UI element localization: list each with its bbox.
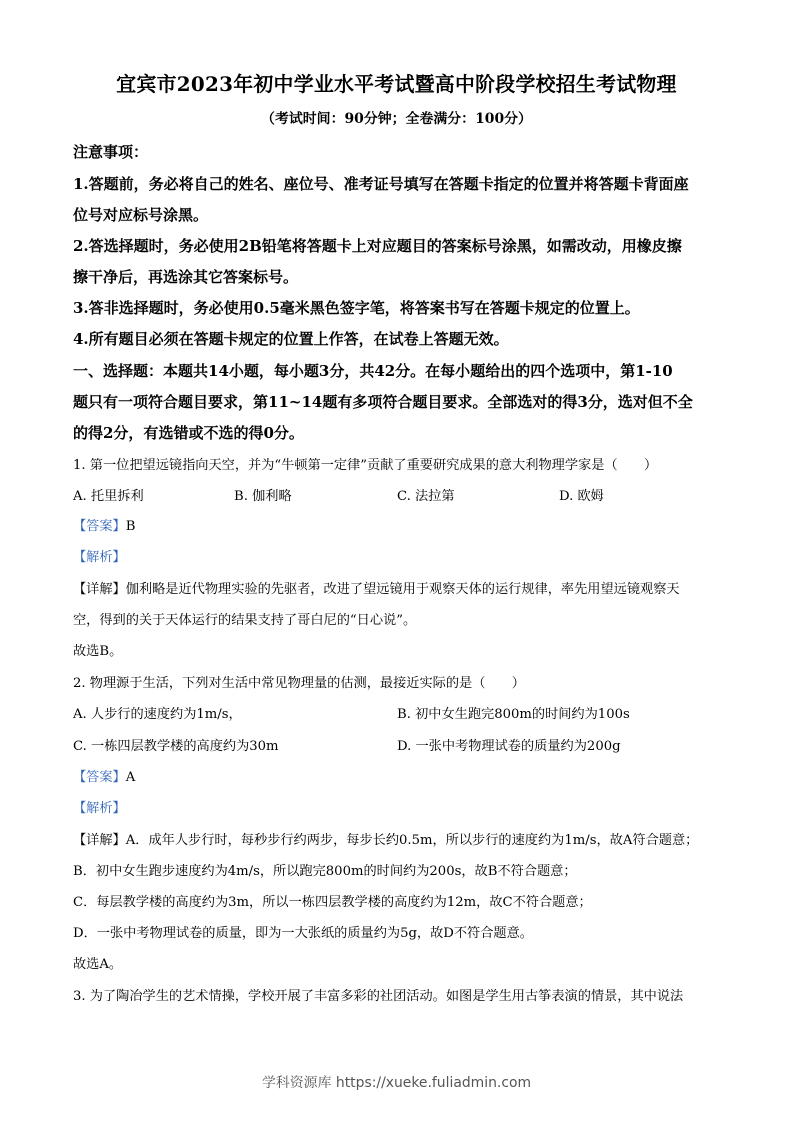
section-instruction-line: 题只有一项符合题目要求，第11~14题有多项符合题目要求。全部选对的得3分，选对但不全 [73, 393, 693, 411]
detail-tag: 【详解】 [73, 582, 126, 597]
q2-answer [73, 766, 135, 785]
q2-option-c: C. 一栋四层教学楼的高度约为30m [73, 739, 279, 754]
q2-conclusion: 故选A。 [73, 957, 123, 972]
q2-option-a: A. 人步行的速度约为1m/s， [73, 707, 242, 722]
answer-value: B [125, 519, 136, 534]
q1-option-c: C. 法拉第 [397, 489, 455, 504]
section-instruction-line: 一、选择题：本题共14小题，每小题3分，共42分。在每小题给出的四个选项中，第1-10 [73, 362, 673, 380]
answer-tag: 【答案】 [73, 770, 126, 785]
note-line: 4.所有题目必须在答题卡规定的位置上作答，在试卷上答题无效。 [73, 330, 509, 348]
note-line: 3.答非选择题时，务必使用0.5毫米黑色签字笔，将答案书写在答题卡规定的位置上。 [73, 299, 640, 317]
q1-conclusion: 故选B。 [73, 644, 123, 659]
exam-title: 宜宾市2023年初中学业水平考试暨高中阶段学校招生考试物理 [116, 72, 677, 96]
q2-option-b: B. 初中女生跑完800m的时间约为100s [397, 707, 630, 722]
q2-option-d: D. 一张中考物理试卷的质量约为200g [397, 739, 621, 754]
answer-tag: 【答案】 [73, 519, 126, 534]
notes-heading: 注意事项： [73, 143, 149, 161]
detail-text: 伽利略是近代物理实验的先驱者，改进了望远镜用于观察天体的运行规律，率先用望远镜观察天 [125, 582, 680, 597]
footer-watermark: 学科资源库 https://xueke.fuliadmin.com [261, 1075, 532, 1091]
note-line: 擦干净后，再选涂其它答案标号。 [73, 268, 299, 286]
q2-detail-line: C．每层教学楼的高度约为3m，所以一栋四层教学楼的高度约为12m，故C不符合题意； [73, 895, 592, 910]
note-line: 2.答选择题时，务必使用2B铅笔将答题卡上对应题目的答案标号涂黑，如需改动，用橡皮擦 [73, 237, 682, 255]
q2-detail-line: B．初中女生跑步速度约为4m/s，所以跑完800m的时间约为200s，故B不符合题意； [73, 864, 577, 879]
question-3-stem: 3. 为了陶冶学生的艺术情操，学校开展了丰富多彩的社团活动。如图是学生用古筝表演的情景，其中说法 [73, 989, 684, 1004]
detail-tag: 【详解】 [73, 833, 126, 848]
q1-detail-line: 空，得到的关于天体运行的结果支持了哥白尼的“日心说”。 [73, 613, 417, 628]
question-2-stem: 2. 物理源于生活，下列对生活中常见物理量的估测，最接近实际的是（ ） [73, 676, 525, 691]
q2-analysis-tag: 【解析】 [73, 801, 126, 816]
question-1-stem: 1. 第一位把望远镜指向天空，并为“牛顿第一定律”贡献了重要研究成果的意大利物理学家是（ ） [73, 458, 658, 473]
q1-answer [73, 515, 135, 534]
q2-detail-line [73, 829, 698, 848]
q1-option-a: A. 托里拆利 [73, 489, 144, 504]
q1-option-d: D. 欧姆 [559, 489, 604, 504]
exam-subtitle: （考试时间：90分钟；全卷满分：100分） [261, 111, 532, 127]
note-line: 1.答题前，务必将自己的姓名、座位号、准考证号填写在答题卡指定的位置并将答题卡背面座 [73, 175, 689, 193]
q2-detail-line: D．一张中考物理试卷的质量，即为一大张纸的质量约为5g，故D不符合题意。 [73, 926, 533, 941]
q1-option-b: B. 伽利略 [234, 489, 292, 504]
section-instruction-line: 的得2分，有选错或不选的得0分。 [73, 424, 304, 442]
answer-value: A [125, 770, 136, 785]
q1-analysis-tag: 【解析】 [73, 550, 126, 565]
q1-detail-line [73, 578, 680, 597]
note-line: 位号对应标号涂黑。 [73, 206, 209, 224]
detail-text: A．成年人步行时，每秒步行约两步，每步长约0.5m，所以步行的速度约为1m/s，故A符合题意； [125, 833, 699, 848]
